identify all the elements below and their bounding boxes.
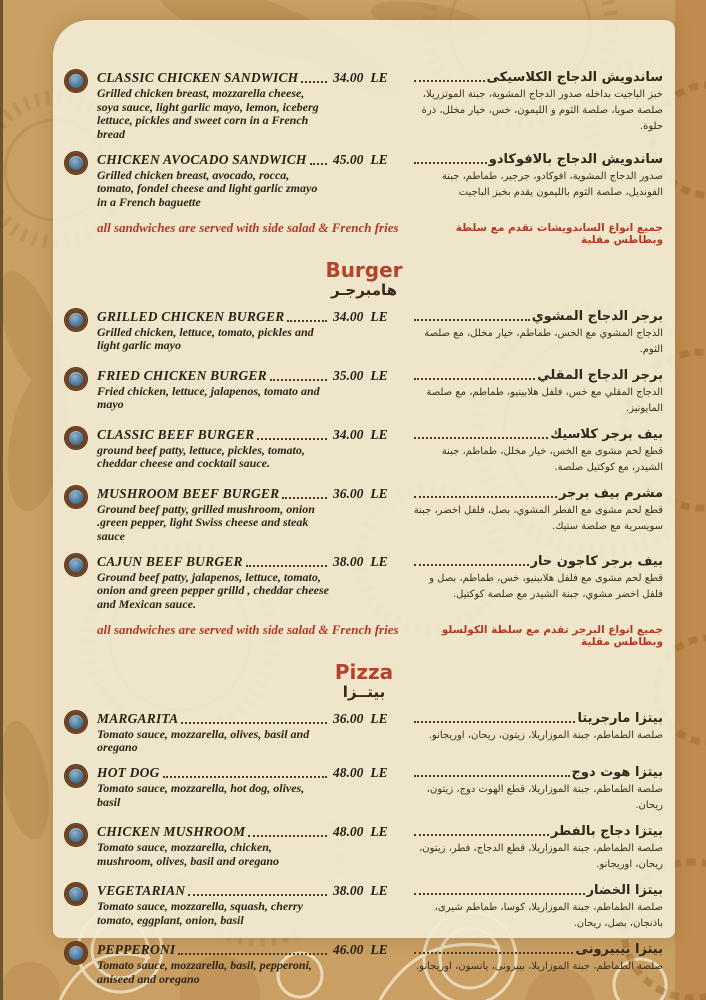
item-name-ar: ساندويش الدجاج الكلاسيكى xyxy=(486,70,663,85)
item-description-en: Tomato sauce, mozzarella, hot dog, olives, basil xyxy=(97,781,305,809)
price-value: 38.00 xyxy=(333,553,364,569)
price-currency: LE xyxy=(370,70,388,85)
item-name-ar: مشرم بيف برجر xyxy=(558,485,663,501)
item-arabic-column xyxy=(411,711,663,744)
leader-dots-ar xyxy=(414,834,549,836)
item-price xyxy=(329,309,407,325)
item-english-column xyxy=(97,70,329,142)
price-currency: LE xyxy=(370,710,388,726)
item-description-ar: قطع لحم مشوى مع الخس، خيار مخلل، طماطم، جبنة الشيدر، مع كوكتيل صلصة. xyxy=(441,445,663,473)
item-description-en: Grilled chicken breast, avocado, rocca, tomato, fondel cheese and light garlic zmayo in a French baguette xyxy=(97,167,318,210)
item-description-ar: صدور الدجاج المشوية، افوكادو، جرجير، طماطم، جبنة الفونديل، صلصة الثوم بالليمون يقدم بخبز الباجيت xyxy=(441,170,663,198)
section-note-en: all sandwiches are served with side salad & French fries xyxy=(97,621,399,637)
item-description-en: Ground beef patty, grilled mushroom, onion .green pepper, light Swiss cheese and steak sauce xyxy=(97,501,315,544)
leader-dots xyxy=(257,438,327,440)
menu-item-row xyxy=(65,942,663,986)
item-arabic-column xyxy=(411,309,663,358)
item-price xyxy=(329,486,407,502)
item-name-ar: بيتزا الخضار xyxy=(586,883,663,899)
leader-dots xyxy=(248,835,327,837)
item-english-column xyxy=(97,152,329,210)
item-english-column xyxy=(97,309,329,353)
item-description-en: Tomato sauce, mozzarella, chicken, mushroom, olives, basil and oregano xyxy=(97,840,280,868)
price-value: 45.00 xyxy=(333,151,364,167)
item-description-en: ground beef patty, lettuce, pickles, tomato, cheddar cheese and cocktail sauce. xyxy=(97,442,305,471)
item-description-en: Grilled chicken breast, mozzarella cheese, soya sauce, light garlic mayo, lemon, iceberg lettuce, pickles and sweet corn in a French bread xyxy=(97,86,319,142)
price-currency: LE xyxy=(370,151,388,167)
item-name-en: CAJUN BEEF BURGER xyxy=(97,553,243,569)
restaurant-logo-bullet-icon xyxy=(65,824,87,846)
item-description-ar: صلصة الطماطم، جبنة الموزاريلا، قطع الدجاج، فطر، زيتون، ريحان، اوريجانو. xyxy=(419,843,663,871)
leader-dots xyxy=(301,81,327,83)
restaurant-logo-bullet-icon xyxy=(65,152,87,174)
restaurant-logo-bullet-icon xyxy=(65,554,87,576)
item-price xyxy=(329,824,407,840)
leader-dots xyxy=(246,565,327,567)
section-title-en: Burger xyxy=(325,257,403,282)
item-arabic-column xyxy=(411,486,663,535)
price-currency: LE xyxy=(370,883,388,899)
leader-dots-ar xyxy=(414,775,570,777)
item-name-ar: بيتزا هوت دوج xyxy=(571,765,663,781)
leader-dots-ar xyxy=(414,378,535,380)
item-price xyxy=(329,368,407,384)
section-header xyxy=(65,257,663,299)
leader-dots xyxy=(270,379,327,381)
item-name-en: MARGARITA xyxy=(97,710,179,726)
item-price xyxy=(329,883,407,899)
menu-item-row xyxy=(65,883,663,932)
price-value: 38.00 xyxy=(333,883,364,899)
item-name-ar: بيتزا مارجريتا xyxy=(577,710,663,726)
item-name-en: CLASSIC BEEF BURGER xyxy=(97,426,255,442)
item-price xyxy=(329,711,407,727)
item-name-en: PEPPERONI xyxy=(97,942,176,958)
item-name-ar: بيتزا بيبيرونى xyxy=(575,942,663,958)
menu-item-row xyxy=(65,486,663,544)
menu-item-row xyxy=(65,368,663,417)
item-price xyxy=(329,942,407,958)
price-currency: LE xyxy=(370,308,388,324)
menu-item-row xyxy=(65,309,663,358)
menu-item-row xyxy=(65,824,663,873)
item-name-en: VEGETARIAN xyxy=(97,883,186,899)
item-price xyxy=(329,765,407,781)
menu-item-row xyxy=(65,711,663,755)
item-english-column xyxy=(97,368,329,412)
item-description-ar: خبز الباجيت بداخله صدور الدجاج المشوية، جبنة الموتزريلا، صلصة صويا، صلصة الثوم و الليمون، خس، خيار مخلل، ذرة حلوة. xyxy=(421,89,663,132)
restaurant-logo-bullet-icon xyxy=(65,368,87,390)
item-description-ar: الدجاج المشوي مع الخس، طماطم، خيار مخلل، مع صلصة الثوم. xyxy=(424,327,663,355)
item-description-ar: الدجاج المقلي مع خس، فلفل هلابينيو، طماطم، مع صلصة المايونيز. xyxy=(426,386,663,414)
item-name-ar: بيف برجر كلاسيك xyxy=(550,426,663,442)
item-description-en: Fried chicken, lettuce, jalapenos, tomato and mayo xyxy=(97,383,320,412)
leader-dots xyxy=(188,894,327,896)
item-description-ar: صلصة الطماطم، جبنة الموزاريلا، بيبرونى، يانسون، اوريجانو. xyxy=(415,961,663,973)
item-english-column xyxy=(97,486,329,544)
price-currency: LE xyxy=(370,426,388,442)
price-currency: LE xyxy=(370,942,388,958)
price-currency: LE xyxy=(370,485,388,501)
section-title-en: Pizza xyxy=(334,659,394,684)
item-description-ar: قطع لحم مشوى مع فلفل هلابينيو، خس، طماطم، بصل و فلفل اخضر مشوي، جبنة الشيدر مع صلصة كوكتيل. xyxy=(429,572,663,600)
restaurant-logo-bullet-icon xyxy=(65,427,87,449)
item-english-column xyxy=(97,427,329,471)
price-currency: LE xyxy=(370,824,388,840)
item-description-ar: صلصة الطماطم، جبنة الموزاريلا، زيتون، ريحان، اوريجانو. xyxy=(428,729,663,741)
item-description-ar: قطع لحم مشوى مع الفطر المشوي، بصل، فلفل اخضر، جبنة سويسرية مع صلصة ستيك. xyxy=(413,504,663,532)
leader-dots xyxy=(178,953,327,955)
restaurant-logo-bullet-icon xyxy=(65,70,87,92)
item-english-column xyxy=(97,824,329,868)
section-note-row xyxy=(65,622,663,648)
item-price xyxy=(329,554,407,570)
restaurant-logo-bullet-icon xyxy=(65,765,87,787)
leader-dots xyxy=(163,776,327,778)
item-arabic-column xyxy=(411,70,663,135)
item-description-en: Grilled chicken, lettuce, tomato, pickles and light garlic mayo xyxy=(97,324,314,353)
price-value: 48.00 xyxy=(333,765,364,781)
item-description-en: Ground beef patty, jalapenos, lettuce, tomato, onion and green pepper grilld , cheddar cheese and Mexican sauce. xyxy=(97,569,329,612)
price-currency: LE xyxy=(370,765,388,781)
section-note-row xyxy=(65,220,663,246)
item-name-en: FRIED CHICKEN BURGER xyxy=(97,367,267,383)
leader-dots-ar xyxy=(414,162,487,164)
section-title-ar: بيتــزا xyxy=(342,682,386,701)
item-arabic-column xyxy=(411,554,663,603)
section-note-ar: جميع انواع البرجر تقدم مع سلطة الكولسلو وبطاطس مقلية xyxy=(441,623,663,648)
menu-panel xyxy=(53,20,675,986)
leader-dots-ar xyxy=(414,80,485,82)
leader-dots-ar xyxy=(414,496,557,498)
price-currency: LE xyxy=(370,553,388,569)
item-description-ar: صلصة الطماطم، جبنة الموزاريلا، قطع الهوت دوج، زيتون، ريحان. xyxy=(426,784,663,812)
price-currency: LE xyxy=(370,367,388,383)
leader-dots xyxy=(310,163,327,165)
menu-item-row xyxy=(65,152,663,210)
restaurant-logo-bullet-icon xyxy=(65,309,87,331)
item-price xyxy=(329,427,407,443)
item-price xyxy=(329,70,407,86)
item-arabic-column xyxy=(411,368,663,417)
leader-dots xyxy=(282,497,327,499)
item-arabic-column xyxy=(411,427,663,476)
leader-dots-ar xyxy=(414,564,529,566)
item-description-en: Tomato sauce, mozzarella, squash, cherry tomato, eggplant, onion, basil xyxy=(97,899,303,927)
item-description-en: Tomato sauce, mozzarella, olives, basil and oregano xyxy=(97,726,310,755)
item-english-column xyxy=(97,765,329,809)
menu-item-row xyxy=(65,427,663,476)
item-english-column xyxy=(97,711,329,755)
price-value: 48.00 xyxy=(333,824,364,840)
item-name-en: CHICKEN AVOCADO SANDWICH xyxy=(97,151,307,167)
leader-dots-ar xyxy=(414,319,530,321)
item-english-column xyxy=(97,883,329,927)
leader-dots-ar xyxy=(414,437,548,439)
item-name-ar: بيف برجر كاجون حار xyxy=(530,553,663,569)
restaurant-logo-bullet-icon xyxy=(65,486,87,508)
price-value: 36.00 xyxy=(333,710,364,726)
menu-item-row xyxy=(65,765,663,814)
leader-dots xyxy=(287,320,327,322)
item-arabic-column xyxy=(411,824,663,873)
price-value: 34.00 xyxy=(333,426,364,442)
item-name-en: MUSHROOM BEEF BURGER xyxy=(97,485,280,501)
item-price xyxy=(329,152,407,168)
menu-item-row xyxy=(65,554,663,612)
item-arabic-column xyxy=(411,883,663,932)
leader-dots xyxy=(181,722,327,724)
leader-dots-ar xyxy=(414,721,575,723)
item-name-ar: بيتزا دجاج بالفطر xyxy=(550,824,663,840)
price-value: 46.00 xyxy=(333,942,364,958)
item-english-column xyxy=(97,554,329,612)
item-name-en: CLASSIC CHICKEN SANDWICH xyxy=(97,70,299,85)
leader-dots-ar xyxy=(414,952,573,954)
menu-item-row xyxy=(65,70,663,142)
item-english-column xyxy=(97,942,329,986)
item-name-en: GRILLED CHICKEN BURGER xyxy=(97,308,285,324)
item-name-ar: ساندويش الدجاج بالافوكادو xyxy=(488,151,663,167)
restaurant-logo-bullet-icon xyxy=(65,883,87,905)
item-description-ar: صلصة الطماطم، جبنة الموزاريلا، كوسا، طماطم شيرى، باذنجان، بصل، ريحان. xyxy=(434,902,663,930)
item-arabic-column xyxy=(411,942,663,975)
item-arabic-column xyxy=(411,152,663,201)
price-value: 34.00 xyxy=(333,308,364,324)
item-name-en: CHICKEN MUSHROOM xyxy=(97,824,246,840)
price-value: 35.00 xyxy=(333,367,364,383)
item-name-ar: برجر الدجاج المقلي xyxy=(537,367,663,383)
item-arabic-column xyxy=(411,765,663,814)
item-description-en: Tomato sauce, mozzarella, basil, pepperoni, aniseed and oregano xyxy=(97,958,312,986)
section-title-ar: هامبرجـر xyxy=(330,280,398,299)
restaurant-logo-bullet-icon xyxy=(65,711,87,733)
section-note-en: all sandwiches are served with side salad & French fries xyxy=(97,219,399,235)
item-name-en: HOT DOG xyxy=(97,765,160,781)
leader-dots-ar xyxy=(414,893,585,895)
item-name-ar: برجر الدجاج المشوي xyxy=(531,308,663,324)
price-value: 34.00 xyxy=(333,70,364,85)
section-header xyxy=(65,659,663,701)
section-note-ar: جميع انواع الساندويشات تقدم مع سلطة وبطاطس مقلية xyxy=(455,221,663,246)
price-value: 36.00 xyxy=(333,485,364,501)
restaurant-logo-bullet-icon xyxy=(65,942,87,964)
